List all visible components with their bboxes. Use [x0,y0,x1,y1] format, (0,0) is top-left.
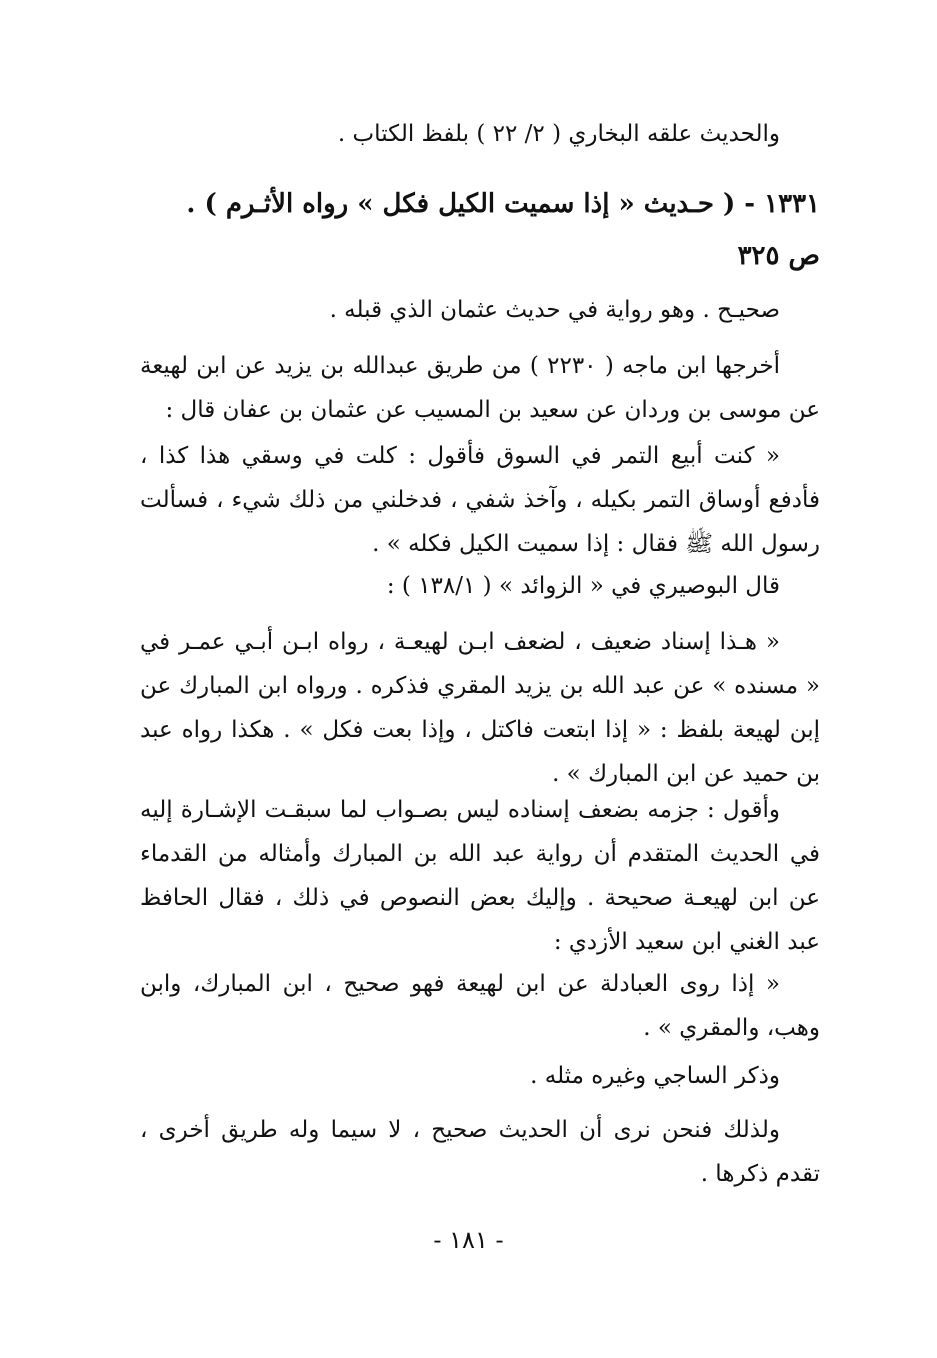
paragraph-saji: وذكر الساجي وغيره مثله . [530,1063,780,1089]
busiri-quote [140,620,820,796]
paragraph-conclusion: ولذلك فنحن نرى أن الحديث صحيح ، لا سيما وله طريق أخرى ، تقدم ذكرها . [140,1117,820,1187]
author-comment [140,788,820,964]
paragraph-busiri-quote: « هـذا إسناد ضعيف ، لضعف ابـن لهيعـة ، رواه ابـن أبـي عمـر في « مسنده » عن عبد الله بن يزيد المقري فذكره . ورواه ابن المبارك عن إبن لهيعة بلفظ : « إذا ابتعت فاكتل ، وإذا بعت فكل » . هكذا رواه عبد بن حميد عن ابن المبارك » . [140,629,820,787]
busiri-intro [140,564,820,608]
takhrij [140,344,820,432]
paragraph-grading: صحيـح . وهو رواية في حديث عثمان الذي قبله . [329,297,780,323]
paragraph-ibn-majah: أخرجها ابن ماجه ( ٢٢٣٠ ) من طريق عبدالله بن يزيد عن ابن لهيعة عن موسى بن وردان عن سعيد بن المسيب عن عثمان بن عفان قال : [140,353,820,423]
hadith-heading [140,182,820,226]
paragraph-hadith-quote: « كنت أبيع التمر في السوق فأقول : كلت في وسقي هذا كذا ، فأدفع أوساق التمر بكيله ، وآخذ شفي ، فدخلني من ذلك شيء ، فسألت رسول الله ﷺ فقال : إذا سميت الكيل فكله » . [140,443,820,557]
saji-note [140,1054,820,1098]
paragraph-bukhari: والحديث علقه البخاري ( ٢/ ٢٢ ) بلفظ الكتاب . [337,121,780,147]
page-number: - ١٨١ - [433,1226,504,1254]
page-reference: ص ٣٢٥ [737,241,820,271]
paragraph-author-comment: وأقول : جزمه بضعف إسناده ليس بصـواب لما سبقـت الإشـارة إليه في الحديث المتقدم أن رواية عبد الله بن المبارك وأمثاله من القدماء عن ابن لهيعـة صحيحة . وإليك بعض النصوص في ذلك ، فقال الحافظ عبد الغني ابن سعيد الأزدي : [140,797,820,955]
heading-1331: ١٣٣١ - ( حـديث « إذا سميت الكيل فكل » رواه الأثـرم ) . [186,189,820,219]
azdi-quote [140,962,820,1050]
bukhari-note [140,112,820,156]
conclusion [140,1108,820,1196]
page-ref [140,234,820,278]
grading [140,288,820,332]
hadith-text [140,434,820,566]
paragraph-busiri-intro: قال البوصيري في « الزوائد » ( ١٣٨/١ ) : [386,573,780,599]
paragraph-azdi-quote: « إذا روى العبادلة عن ابن لهيعة فهو صحيح ، ابن المبارك، وابن وهب، والمقري » . [140,971,820,1041]
